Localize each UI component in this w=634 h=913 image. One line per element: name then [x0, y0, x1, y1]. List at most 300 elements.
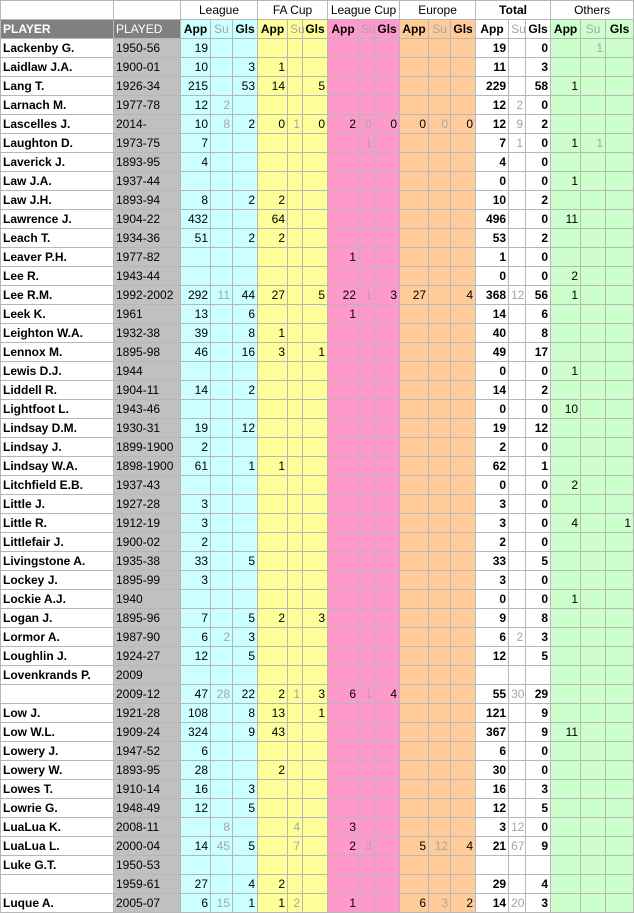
gls-cell [606, 172, 634, 191]
gls-cell [303, 96, 328, 115]
gls-cell [375, 58, 400, 77]
app-cell: 12 [476, 96, 509, 115]
sub-cell [429, 210, 451, 229]
gls-cell [606, 324, 634, 343]
app-cell [400, 96, 429, 115]
sub-cell: 1 [288, 115, 303, 134]
player-name-cell: Livingstone A. [1, 552, 114, 571]
sub-cell [288, 324, 303, 343]
app-cell [551, 419, 581, 438]
sub-cell [211, 191, 233, 210]
player-name-cell [1, 685, 114, 704]
sub-cell [211, 77, 233, 96]
app-cell: 13 [258, 704, 288, 723]
gls-cell [375, 343, 400, 362]
gls-cell [451, 723, 476, 742]
gls-cell [303, 628, 328, 647]
sub-cell [429, 286, 451, 305]
gls-cell [451, 210, 476, 229]
app-cell [551, 438, 581, 457]
app-cell: 9 [476, 609, 509, 628]
sub-cell: 67 [509, 837, 526, 856]
sub-cell: 11 [211, 286, 233, 305]
app-cell: 0 [476, 172, 509, 191]
app-cell [328, 723, 359, 742]
app-cell [400, 495, 429, 514]
app-cell [328, 742, 359, 761]
gls-cell [451, 666, 476, 685]
played-years-cell: 1895-99 [114, 571, 181, 590]
gls-cell [303, 419, 328, 438]
app-cell: 19 [476, 419, 509, 438]
gls-cell: 0 [526, 761, 551, 780]
gls-cell: 5 [526, 647, 551, 666]
sub-cell [581, 210, 606, 229]
app-cell [258, 96, 288, 115]
gls-cell [606, 343, 634, 362]
app-cell: 28 [181, 761, 211, 780]
gls-cell [451, 248, 476, 267]
sub-cell [359, 818, 375, 837]
sub-cell [429, 362, 451, 381]
app-cell: 14 [476, 894, 509, 913]
app-cell [551, 837, 581, 856]
player-name-cell: Laverick J. [1, 153, 114, 172]
played-years-cell: 1912-19 [114, 514, 181, 533]
app-cell [400, 628, 429, 647]
sub-cell [359, 628, 375, 647]
app-cell: 6 [476, 742, 509, 761]
player-name-cell: Lowes T. [1, 780, 114, 799]
app-cell: 14 [476, 305, 509, 324]
sub-cell [288, 628, 303, 647]
app-cell [328, 172, 359, 191]
sub-cell [288, 723, 303, 742]
sub-cell [429, 780, 451, 799]
gls-cell [375, 856, 400, 875]
app-cell [328, 875, 359, 894]
played-years-cell: 1893-95 [114, 761, 181, 780]
sub-cell [211, 210, 233, 229]
gls-cell [451, 818, 476, 837]
sub-cell [211, 419, 233, 438]
sub-cell [359, 476, 375, 495]
gls-cell: 12 [233, 419, 258, 438]
sub-cell [288, 210, 303, 229]
sub-cell: 15 [211, 894, 233, 913]
sub-cell [211, 647, 233, 666]
played-years-cell: 1910-14 [114, 780, 181, 799]
app-cell [258, 666, 288, 685]
table-row [1, 267, 634, 286]
gls-cell [526, 856, 551, 875]
player-name-cell: Leach T. [1, 229, 114, 248]
played-years-cell: 1937-44 [114, 172, 181, 191]
player-name-cell: Lowrie G. [1, 799, 114, 818]
app-cell: 3 [181, 571, 211, 590]
table-row [1, 419, 634, 438]
played-years-cell: 1944 [114, 362, 181, 381]
app-cell [551, 495, 581, 514]
gls-cell [375, 248, 400, 267]
sub-cell [288, 58, 303, 77]
app-cell: 367 [476, 723, 509, 742]
played-years-cell: 1893-95 [114, 153, 181, 172]
sub-cell [429, 495, 451, 514]
gls-cell: 1 [233, 457, 258, 476]
gls-cell [303, 647, 328, 666]
group-header-fa-cup: FA Cup [258, 1, 328, 20]
app-cell: 496 [476, 210, 509, 229]
gls-cell [451, 305, 476, 324]
sub-cell [359, 609, 375, 628]
app-cell [400, 666, 429, 685]
gls-cell [233, 248, 258, 267]
column-header-app: App [328, 20, 359, 39]
app-cell [328, 704, 359, 723]
sub-cell [211, 362, 233, 381]
table-row [1, 761, 634, 780]
sub-cell: 30 [509, 685, 526, 704]
played-years-cell: 1950-53 [114, 856, 181, 875]
gls-cell [375, 229, 400, 248]
gls-cell [606, 134, 634, 153]
app-cell [551, 381, 581, 400]
sub-cell [581, 476, 606, 495]
app-cell: 19 [476, 39, 509, 58]
app-cell: 27 [400, 286, 429, 305]
sub-cell [581, 457, 606, 476]
gls-cell [526, 666, 551, 685]
played-years-cell: 1904-22 [114, 210, 181, 229]
app-cell: 14 [181, 381, 211, 400]
app-cell: 0 [476, 400, 509, 419]
app-cell [400, 400, 429, 419]
sub-cell [429, 438, 451, 457]
app-cell: 0 [258, 115, 288, 134]
gls-cell [375, 305, 400, 324]
player-name-cell: Laidlaw J.A. [1, 58, 114, 77]
app-cell [551, 324, 581, 343]
app-cell: 7 [181, 134, 211, 153]
table-row [1, 115, 634, 134]
gls-cell: 58 [526, 77, 551, 96]
gls-cell [606, 476, 634, 495]
sub-cell [581, 552, 606, 571]
app-cell: 40 [476, 324, 509, 343]
sub-cell [429, 723, 451, 742]
sub-cell [581, 324, 606, 343]
sub-cell [429, 267, 451, 286]
played-years-cell: 1895-96 [114, 609, 181, 628]
sub-cell [429, 229, 451, 248]
app-cell: 6 [476, 628, 509, 647]
gls-cell [451, 856, 476, 875]
gls-cell [303, 191, 328, 210]
sub-cell [359, 647, 375, 666]
app-cell [328, 343, 359, 362]
sub-cell [581, 856, 606, 875]
player-name-cell: Little R. [1, 514, 114, 533]
player-name-cell: LuaLua L. [1, 837, 114, 856]
sub-cell [211, 248, 233, 267]
sub-cell: 45 [211, 837, 233, 856]
app-cell: 46 [181, 343, 211, 362]
sub-cell [581, 267, 606, 286]
sub-cell [211, 457, 233, 476]
column-header-player: PLAYER [1, 20, 114, 39]
gls-cell [303, 400, 328, 419]
played-years-cell: 1937-43 [114, 476, 181, 495]
app-cell [400, 172, 429, 191]
app-cell: 3 [181, 495, 211, 514]
gls-cell [606, 628, 634, 647]
sub-cell [429, 381, 451, 400]
gls-cell: 9 [526, 704, 551, 723]
sub-cell [509, 457, 526, 476]
table-row [1, 153, 634, 172]
app-cell: 12 [476, 799, 509, 818]
sub-cell [288, 134, 303, 153]
app-cell [258, 628, 288, 647]
sub-cell [429, 400, 451, 419]
gls-cell: 0 [526, 134, 551, 153]
sub-cell [429, 666, 451, 685]
gls-cell [375, 647, 400, 666]
gls-cell [303, 894, 328, 913]
table-row [1, 305, 634, 324]
sub-cell [581, 818, 606, 837]
sub-cell [359, 381, 375, 400]
sub-cell: 9 [509, 115, 526, 134]
gls-cell [606, 362, 634, 381]
gls-cell: 1 [303, 343, 328, 362]
sub-cell [509, 704, 526, 723]
app-cell [400, 191, 429, 210]
gls-cell [375, 419, 400, 438]
app-cell: 2 [258, 191, 288, 210]
gls-cell [451, 875, 476, 894]
table-row [1, 780, 634, 799]
app-cell [328, 476, 359, 495]
sub-cell [429, 856, 451, 875]
sub-cell [581, 647, 606, 666]
app-cell [400, 134, 429, 153]
app-cell [400, 685, 429, 704]
player-name-cell: Lindsay D.M. [1, 419, 114, 438]
sub-cell [359, 96, 375, 115]
sub-cell [211, 58, 233, 77]
app-cell [400, 647, 429, 666]
app-cell: 4 [181, 153, 211, 172]
app-cell [400, 533, 429, 552]
sub-cell [211, 438, 233, 457]
app-cell [328, 647, 359, 666]
played-years-cell: 2014- [114, 115, 181, 134]
gls-cell [375, 39, 400, 58]
player-name-cell: Low J. [1, 704, 114, 723]
gls-cell [451, 39, 476, 58]
gls-cell: 1 [303, 704, 328, 723]
gls-cell [451, 172, 476, 191]
column-header-gls: Gls [606, 20, 634, 39]
gls-cell: 1 [526, 457, 551, 476]
gls-cell [451, 362, 476, 381]
player-name-cell: Little J. [1, 495, 114, 514]
table-row [1, 476, 634, 495]
player-name-cell: Larnach M. [1, 96, 114, 115]
app-cell: 11 [476, 58, 509, 77]
app-cell [551, 552, 581, 571]
sub-cell [429, 533, 451, 552]
sub-cell [359, 191, 375, 210]
sub-cell [581, 77, 606, 96]
player-name-cell: Lewis D.J. [1, 362, 114, 381]
app-cell: 10 [551, 400, 581, 419]
gls-cell [451, 229, 476, 248]
app-cell [551, 628, 581, 647]
gls-cell: 2 [526, 229, 551, 248]
player-name-cell: Luque A. [1, 894, 114, 913]
played-years-cell: 1927-28 [114, 495, 181, 514]
sub-cell: 3 [359, 837, 375, 856]
sub-cell [509, 362, 526, 381]
app-cell: 432 [181, 210, 211, 229]
gls-cell: 0 [526, 476, 551, 495]
gls-cell: 3 [233, 628, 258, 647]
app-cell: 10 [181, 115, 211, 134]
sub-cell [509, 58, 526, 77]
app-cell [400, 77, 429, 96]
sub-cell [581, 666, 606, 685]
sub-cell: 3 [429, 894, 451, 913]
sub-cell [288, 248, 303, 267]
sub-cell [429, 419, 451, 438]
played-years-cell: 1977-78 [114, 96, 181, 115]
gls-cell [375, 533, 400, 552]
gls-cell: 0 [526, 153, 551, 172]
sub-cell [288, 77, 303, 96]
sub-cell [429, 818, 451, 837]
sub-cell [211, 39, 233, 58]
app-cell: 4 [476, 153, 509, 172]
app-cell: 1 [258, 894, 288, 913]
sub-cell [288, 305, 303, 324]
gls-cell [606, 780, 634, 799]
app-cell [400, 856, 429, 875]
played-years-cell: 1943-44 [114, 267, 181, 286]
gls-cell [451, 153, 476, 172]
app-cell: 62 [476, 457, 509, 476]
gls-cell: 9 [233, 723, 258, 742]
sub-cell [288, 191, 303, 210]
table-row [1, 172, 634, 191]
app-cell: 3 [476, 571, 509, 590]
gls-cell: 0 [526, 267, 551, 286]
gls-cell: 0 [526, 533, 551, 552]
table-row [1, 229, 634, 248]
sub-cell [211, 799, 233, 818]
gls-cell: 0 [526, 400, 551, 419]
app-cell: 14 [476, 381, 509, 400]
sub-cell [429, 476, 451, 495]
app-cell [258, 533, 288, 552]
sub-cell [288, 457, 303, 476]
gls-cell [606, 818, 634, 837]
played-years-cell: 1904-11 [114, 381, 181, 400]
sub-cell [288, 590, 303, 609]
sub-cell [359, 77, 375, 96]
gls-cell [375, 96, 400, 115]
sub-cell [429, 552, 451, 571]
app-cell: 229 [476, 77, 509, 96]
gls-cell [233, 571, 258, 590]
sub-cell [429, 685, 451, 704]
gls-cell [303, 742, 328, 761]
gls-cell [375, 457, 400, 476]
gls-cell [375, 514, 400, 533]
sub-cell [509, 267, 526, 286]
sub-cell: 12 [509, 286, 526, 305]
table-row [1, 191, 634, 210]
sub-cell: 2 [509, 96, 526, 115]
sub-cell: 1 [581, 39, 606, 58]
app-cell [258, 39, 288, 58]
player-name-cell: Lang T. [1, 77, 114, 96]
column-header-played: PLAYED [114, 20, 181, 39]
sub-cell [509, 780, 526, 799]
player-name-cell: LuaLua K. [1, 818, 114, 837]
gls-cell [233, 856, 258, 875]
gls-cell: 3 [526, 780, 551, 799]
sub-cell: 7 [288, 837, 303, 856]
player-name-cell: Low W.L. [1, 723, 114, 742]
player-name-cell: Lockie A.J. [1, 590, 114, 609]
sub-cell [359, 267, 375, 286]
table-row [1, 514, 634, 533]
gls-cell [606, 723, 634, 742]
app-cell: 14 [181, 837, 211, 856]
app-cell: 19 [181, 39, 211, 58]
sub-cell [359, 742, 375, 761]
gls-cell [451, 400, 476, 419]
gls-cell: 2 [526, 381, 551, 400]
sub-cell [429, 96, 451, 115]
app-cell [181, 172, 211, 191]
sub-cell [211, 324, 233, 343]
sub-cell [211, 780, 233, 799]
gls-cell: 3 [303, 609, 328, 628]
app-cell [328, 267, 359, 286]
gls-cell: 0 [526, 362, 551, 381]
sub-cell [581, 400, 606, 419]
sub-cell [509, 381, 526, 400]
sub-cell: 1 [581, 134, 606, 153]
gls-cell: 56 [526, 286, 551, 305]
sub-cell [429, 77, 451, 96]
app-cell [551, 115, 581, 134]
app-cell [551, 305, 581, 324]
column-header-su: Su [429, 20, 451, 39]
column-header-app: App [551, 20, 581, 39]
app-cell: 10 [181, 58, 211, 77]
app-cell [258, 590, 288, 609]
sub-cell [288, 780, 303, 799]
table-row [1, 77, 634, 96]
sub-cell [581, 172, 606, 191]
app-cell [400, 818, 429, 837]
table-row [1, 381, 634, 400]
